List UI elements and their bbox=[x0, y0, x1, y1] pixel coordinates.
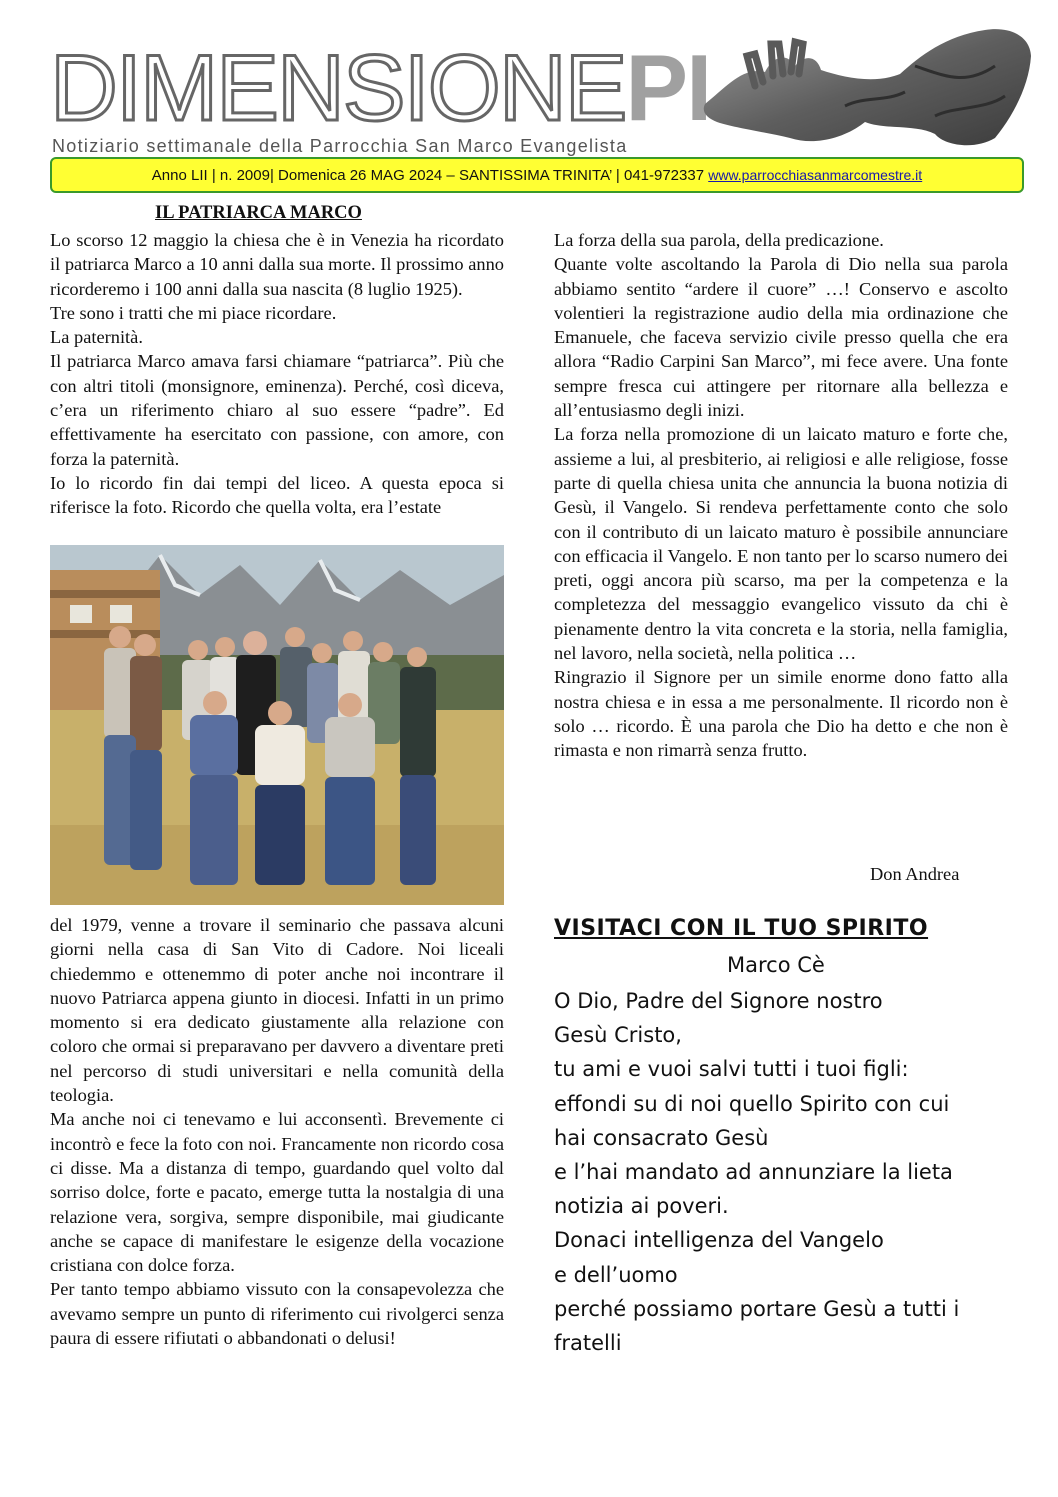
paragraph: Lo scorso 12 maggio la chiesa che è in Venezia ha ricordato il patriarca Marco a 10 anni dalla sua morte. Il prossimo anno ricorderemo i 100 anni dalla sua nascita (8 luglio 1925). bbox=[50, 230, 504, 299]
prayer-line: effondi su di noi quello Spirito con cui bbox=[554, 1091, 950, 1116]
paragraph: Ma anche noi ci tenevamo e lui acconsentì. Brevemente ci incontrò e fece la foto con noi. Francamente non ricordo cosa ci disse. Ma a distanza di tempo, guardando quel volto dal sorriso dolce, forte e pacato, emerge tutta la nostalgia di una relazione vera, sorgiva, sempre disponibile, mai giudicante anche se capace di manifestare le esigenze della vocazione cristiana con dolce forza. bbox=[50, 1109, 504, 1276]
prayer-text bbox=[554, 984, 1024, 1360]
prayer-line: O Dio, Padre del Signore nostro bbox=[554, 989, 883, 1013]
paragraph: Tre sono i tratti che mi piace ricordare. bbox=[50, 302, 337, 323]
issue-info-bar bbox=[50, 157, 1024, 193]
prayer-line: tu ami e vuoi salvi tutti i tuoi figli: bbox=[554, 1057, 909, 1082]
prayer-line: notizia ai poveri. bbox=[554, 1194, 729, 1219]
prayer-line: perché possiamo portare Gesù a tutti i bbox=[554, 1296, 960, 1321]
article-signature: Don Andrea bbox=[870, 864, 960, 884]
prayer-line: e dell’uomo bbox=[554, 1262, 678, 1287]
issue-info-text: Anno LII | n. 2009| Domenica 26 MAG 2024 – SANTISSIMA TRINITA’ | 041-972337 bbox=[151, 167, 709, 184]
parish-website-link[interactable]: www.parrocchiasanmarcomestre.it bbox=[708, 167, 923, 183]
paragraph: La paternità. bbox=[50, 327, 143, 348]
paragraph: Il patriarca Marco amava farsi chiamare “patriarca”. Più che con altri titoli (monsignore, eminenza). Perché, così diceva, c’era un riferimento chiaro al suo essere “padre”. Ed effettivamente ha esercitato con passione, con amore, con forza la paternità. bbox=[50, 351, 504, 469]
paragraph: Quante volte ascoltando la Parola di Dio nella sua parola abbiamo sentito “ardere il cuore” …! Conservo e ascolto volentieri la registrazione audio della mia ordinazione che Emanuele, che faceva servizio civile presso quella che era allora “Radio Carpini San Marco”, mi fece avere. Una fonte sempre fresca cui attingere per ritornare alla bellezza e all’entusiasmo degli inizi. bbox=[554, 254, 1008, 421]
newsletter-title bbox=[50, 35, 711, 140]
prayer-title: VISITACI CON IL TUO SPIRITO bbox=[554, 916, 929, 941]
article-right-column bbox=[554, 228, 1008, 763]
prayer-author: Marco Cè bbox=[727, 953, 825, 977]
prayer-line: hai consacrato Gesù bbox=[554, 1125, 769, 1150]
prayer-line: Gesù Cristo, bbox=[554, 1023, 682, 1048]
paragraph: La forza nella promozione di un laicato maturo e forte che, assieme a lui, al presbiterio, ai religiosi e alle religiose, fosse parte di quella chiesa unita che annuncia la buona notizia di Gesù, il Vangelo. Si rendeva perfettamente conto che solo con il contributo di un laicato maturo è possibile annunciare con efficacia il Vangelo. E non tanto per lo scarso numero dei preti, oggi ancora più scarso, ma per la competenza e la completezza del messaggio evangelico vissuto da chi è pienamente dentro la vita concreta e la storia, nella famiglia, nel lavoro, nella società, nella politica … bbox=[554, 424, 1008, 664]
paragraph: Ringrazio il Signore per un simile enorme dono fatto alla nostra chiesa e in essa a me personalmente. Il ricordo non è solo … ricordo. È una parola che Dio ha detto e che non è rimasta e non rimarrà senza frutto. bbox=[554, 667, 1008, 761]
paragraph: La forza della sua parola, della predicazione. bbox=[554, 230, 884, 250]
paragraph: Io lo ricordo fin dai tempi del liceo. A questa epoca si riferisce la foto. Ricordo che quella volta, era l’estate bbox=[50, 472, 504, 518]
title-bold: PI bbox=[625, 35, 711, 140]
sculpture-logo-image bbox=[695, 26, 1035, 151]
paragraph: Per tanto tempo abbiamo vissuto con la consapevolezza che avevamo sempre un punto di riferimento cui rivolgerci senza paura di essere rifiutati o abbandonati o delusi! bbox=[50, 1279, 504, 1349]
paragraph: del 1979, venne a trovare il seminario che passava alcuni giorni nella casa di San Vito di Cadore. Noi liceali chiedemmo e ottenemmo di poter anche noi incontrare il nuovo Patriarca appena giunto in diocesi. Infatti in un primo momento si era dedicato giustamente alla relazione con coloro che ormai si preparavano per davvero a diventare preti nel percorso di studi universitari e nella comunità della teologia. bbox=[50, 915, 504, 1106]
prayer-line: e l’hai mandato ad annunziare la lieta bbox=[554, 1160, 953, 1185]
article-left-column-bottom bbox=[50, 913, 504, 1350]
article-title: IL PATRIARCA MARCO bbox=[155, 203, 362, 223]
group-photo bbox=[50, 545, 504, 905]
prayer-line: fratelli bbox=[554, 1331, 622, 1356]
article-left-column-top bbox=[50, 228, 504, 520]
prayer-line: Donaci intelligenza del Vangelo bbox=[554, 1228, 884, 1253]
newsletter-subtitle: Notiziario settimanale della Parrocchia San Marco Evangelista bbox=[52, 136, 628, 156]
title-light: DIMENSIONE bbox=[50, 35, 626, 140]
